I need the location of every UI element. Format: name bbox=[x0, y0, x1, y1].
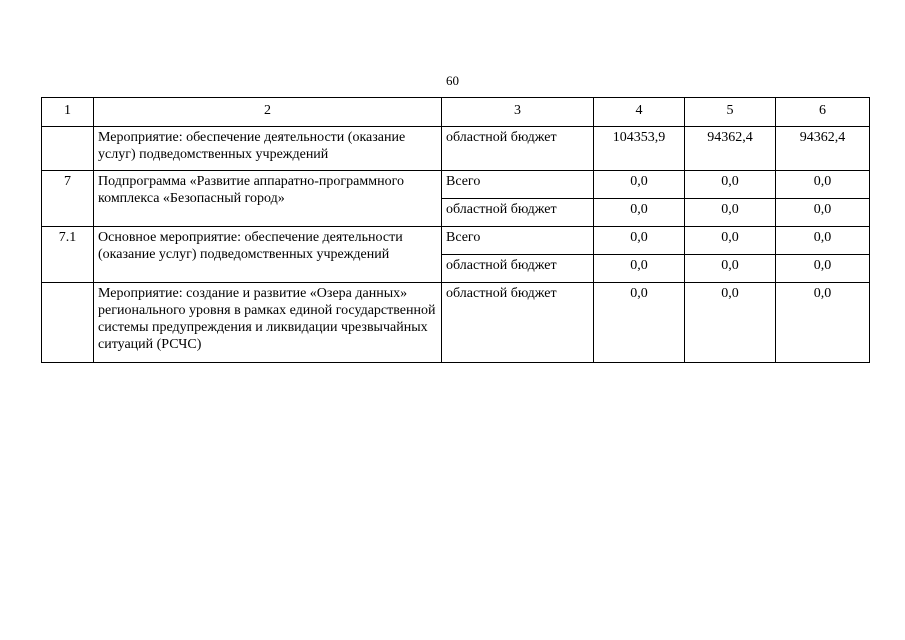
row-number: 7.1 bbox=[42, 227, 94, 283]
row-number bbox=[42, 127, 94, 171]
value-col5: 0,0 bbox=[685, 283, 776, 363]
table-row bbox=[42, 127, 870, 171]
header-cell: 5 bbox=[685, 98, 776, 127]
row-name: Мероприятие: обеспечение деятельности (оказание услуг) подведомственных учреждений bbox=[94, 127, 442, 171]
funding-source: Всего bbox=[442, 227, 594, 255]
budget-table bbox=[41, 97, 870, 363]
value-col5: 0,0 bbox=[685, 255, 776, 283]
row-name: Основное мероприятие: обеспечение деятельности (оказание услуг) подведомственных учреждений bbox=[94, 227, 442, 283]
funding-source: областной бюджет bbox=[442, 255, 594, 283]
value-col4: 0,0 bbox=[594, 199, 685, 227]
header-cell: 6 bbox=[776, 98, 870, 127]
value-col6: 0,0 bbox=[776, 171, 870, 199]
row-name: Мероприятие: создание и развитие «Озера данных» регионального уровня в рамках единой государственной системы предупреждения и ликвидации чрезвычайных ситуаций (РСЧС) bbox=[94, 283, 442, 363]
value-col4: 0,0 bbox=[594, 283, 685, 363]
page-number: 60 bbox=[446, 73, 459, 88]
value-col4: 0,0 bbox=[594, 171, 685, 199]
funding-source: Всего bbox=[442, 171, 594, 199]
header-cell: 2 bbox=[94, 98, 442, 127]
table-row bbox=[42, 227, 870, 255]
value-col5: 0,0 bbox=[685, 171, 776, 199]
value-col6: 0,0 bbox=[776, 283, 870, 363]
value-col4: 0,0 bbox=[594, 255, 685, 283]
table-header-row bbox=[42, 98, 870, 127]
value-col6: 0,0 bbox=[776, 199, 870, 227]
value-col6: 0,0 bbox=[776, 255, 870, 283]
header-cell: 4 bbox=[594, 98, 685, 127]
table-row bbox=[42, 283, 870, 363]
header-cell: 3 bbox=[442, 98, 594, 127]
funding-source: областной бюджет bbox=[442, 127, 594, 171]
row-number bbox=[42, 283, 94, 363]
value-col6: 94362,4 bbox=[776, 127, 870, 171]
value-col6: 0,0 bbox=[776, 227, 870, 255]
funding-source: областной бюджет bbox=[442, 283, 594, 363]
row-name: Подпрограмма «Развитие аппаратно-программного комплекса «Безопасный город» bbox=[94, 171, 442, 227]
table-row bbox=[42, 171, 870, 199]
value-col4: 104353,9 bbox=[594, 127, 685, 171]
row-number: 7 bbox=[42, 171, 94, 227]
header-cell: 1 bbox=[42, 98, 94, 127]
funding-source: областной бюджет bbox=[442, 199, 594, 227]
value-col4: 0,0 bbox=[594, 227, 685, 255]
value-col5: 94362,4 bbox=[685, 127, 776, 171]
value-col5: 0,0 bbox=[685, 227, 776, 255]
value-col5: 0,0 bbox=[685, 199, 776, 227]
